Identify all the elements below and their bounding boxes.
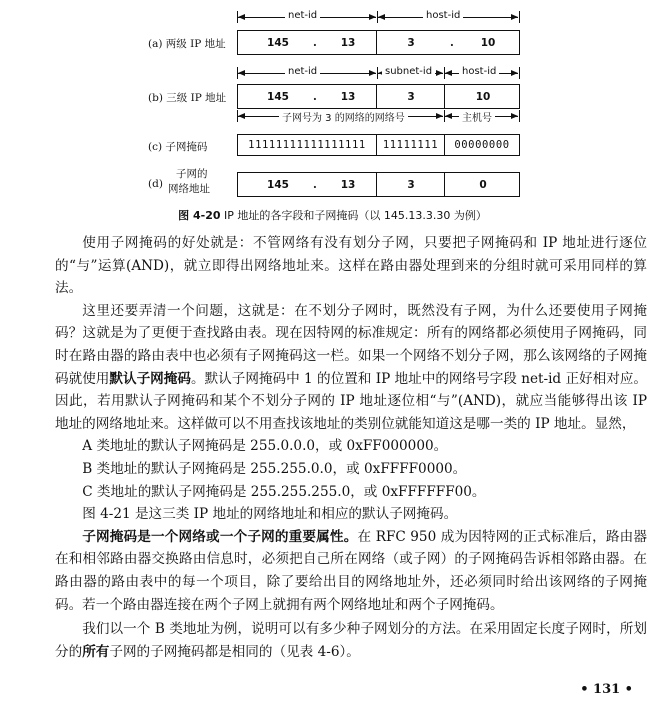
paragraph-5-b: 子网的子网掩码都是相同的（见表 4-6）。 <box>109 643 360 660</box>
paragraph-4-rest: 在 RFC 950 成为因特网的正式标准后，路由器在和相邻路由器交换路由信息时，必须把自己所在网络（或子网）的子网掩码告诉相邻路由器。在路由器的路由表中的每一个项目，除了要给出目的网络地址外，还必须同时给出该网络的子网掩码。若一个路由器连接在两个子网上就拥有两个网络地址和两个子网掩码。 <box>55 528 648 613</box>
mask-bits-subnet: 11111111 <box>382 139 439 151</box>
row-b-address-box <box>237 84 520 109</box>
dot-separator: . <box>313 36 317 49</box>
paragraph-5-bold: 所有 <box>82 643 110 660</box>
row-a-field-arrows <box>237 11 520 23</box>
cell-13: 13 <box>340 36 356 49</box>
cell-10: 10 <box>475 90 491 103</box>
paragraph-2: 这里还要弄清一个问题，这就是：在不划分子网时，既然没有子网，为什么还要使用子网掩码？这就是为了更便于查找路由表。现在因特网的标准规定：所有的网络都必须使用子网掩码，同时在路由器的路由表中也必须有子网掩码这一栏。如果一个网络不划分子网，那么该网络的子网掩码就使用默认子网掩码。默认子网掩码中 1 的位置和 IP 地址中的网络号字段 net-id 正好相对应。因此，若用默认子网掩码和某个不划分子网的 IP 地址逐位相“与”(AND)，就应当能够得出该 IP 地址的网络地址来。这样做可以不用查找该地址的类别位就能知道这是哪一类的 IP 地址。显然， <box>55 302 648 432</box>
list-item-a: A 类地址的默认子网掩码是 255.0.0.0，或 0xFF000000。 <box>82 438 448 455</box>
row-b-bottom-arrows <box>237 110 520 122</box>
cell-145: 145 <box>267 178 289 191</box>
figure-caption-text: IP 地址的各字段和子网掩码（以 145.13.3.30 为例） <box>224 209 487 222</box>
host-id-label: host-id <box>423 10 463 21</box>
row-d-prefix: (d) <box>148 178 163 190</box>
body-text <box>55 232 647 663</box>
mask-bits-net: 11111111111111111 <box>248 139 366 151</box>
net-id-label: net-id <box>285 66 320 77</box>
dot-separator: . <box>313 90 317 103</box>
page-number: • 131 • <box>580 682 633 697</box>
row-b-field-arrows <box>237 67 520 79</box>
default-subnet-mask-bold: 默认子网掩码 <box>109 370 191 387</box>
paragraph-4-bold: 子网掩码是一个网络或一个子网的重要属性。 <box>82 528 358 545</box>
paragraph-1: 使用子网掩码的好处就是：不管网络有没有划分子网，只要把子网掩码和 IP 地址进行逐位的“与”运算(AND)，就立即得出网络地址来。这样在路由器处理到来的分组时就可采用同样的算法。 <box>55 235 647 297</box>
row-a-label: (a) 两级 IP 地址 <box>148 38 226 50</box>
dot-separator: . <box>450 36 454 49</box>
list-item-c: C 类地址的默认子网掩码是 255.255.255.0，或 0xFFFFFF00。 <box>82 483 486 500</box>
paragraph-4 <box>55 526 647 616</box>
row-d-network-address-box <box>237 172 520 197</box>
cell-145: 145 <box>267 90 289 103</box>
dot-separator: . <box>313 178 317 191</box>
row-a-address-box <box>237 30 520 55</box>
paragraph-5-a: 我们以一个 B 类地址为例，说明可以有多少种子网划分的方法。在采用固定长度子网时，所划分的 <box>55 621 647 660</box>
paragraph-3: 图 4-21 是这三类 IP 地址的网络地址和相应的默认子网掩码。 <box>82 506 458 523</box>
list-item-b: B 类地址的默认子网掩码是 255.255.0.0，或 0xFFFF0000。 <box>82 460 467 477</box>
cell-13: 13 <box>340 178 356 191</box>
cell-145: 145 <box>267 36 289 49</box>
net-id-label: net-id <box>285 10 320 21</box>
cell-3: 3 <box>407 178 415 191</box>
cell-3: 3 <box>407 90 415 103</box>
host-id-label: host-id <box>459 66 499 77</box>
figure-number: 图 4-20 <box>178 209 221 222</box>
paragraph-5 <box>55 618 647 663</box>
cell-10: 10 <box>480 36 496 49</box>
cell-13: 13 <box>340 90 356 103</box>
row-d-label-line1: 子网的 <box>176 168 208 180</box>
cell-0: 0 <box>479 178 487 191</box>
row-c-mask-box <box>237 134 520 156</box>
row-d-label-line2: 网络地址 <box>168 183 210 195</box>
subnet-network-number-label: 子网号为 3 的网络的网络号 <box>279 109 408 124</box>
figure-caption <box>0 207 665 223</box>
subnet-id-label: subnet-id <box>382 66 435 77</box>
mask-bits-host: 00000000 <box>454 139 510 151</box>
host-number-label: 主机号 <box>459 109 495 124</box>
cell-3: 3 <box>407 36 415 49</box>
row-b-label: (b) 三级 IP 地址 <box>148 92 227 104</box>
row-c-label: (c) 子网掩码 <box>148 141 208 153</box>
